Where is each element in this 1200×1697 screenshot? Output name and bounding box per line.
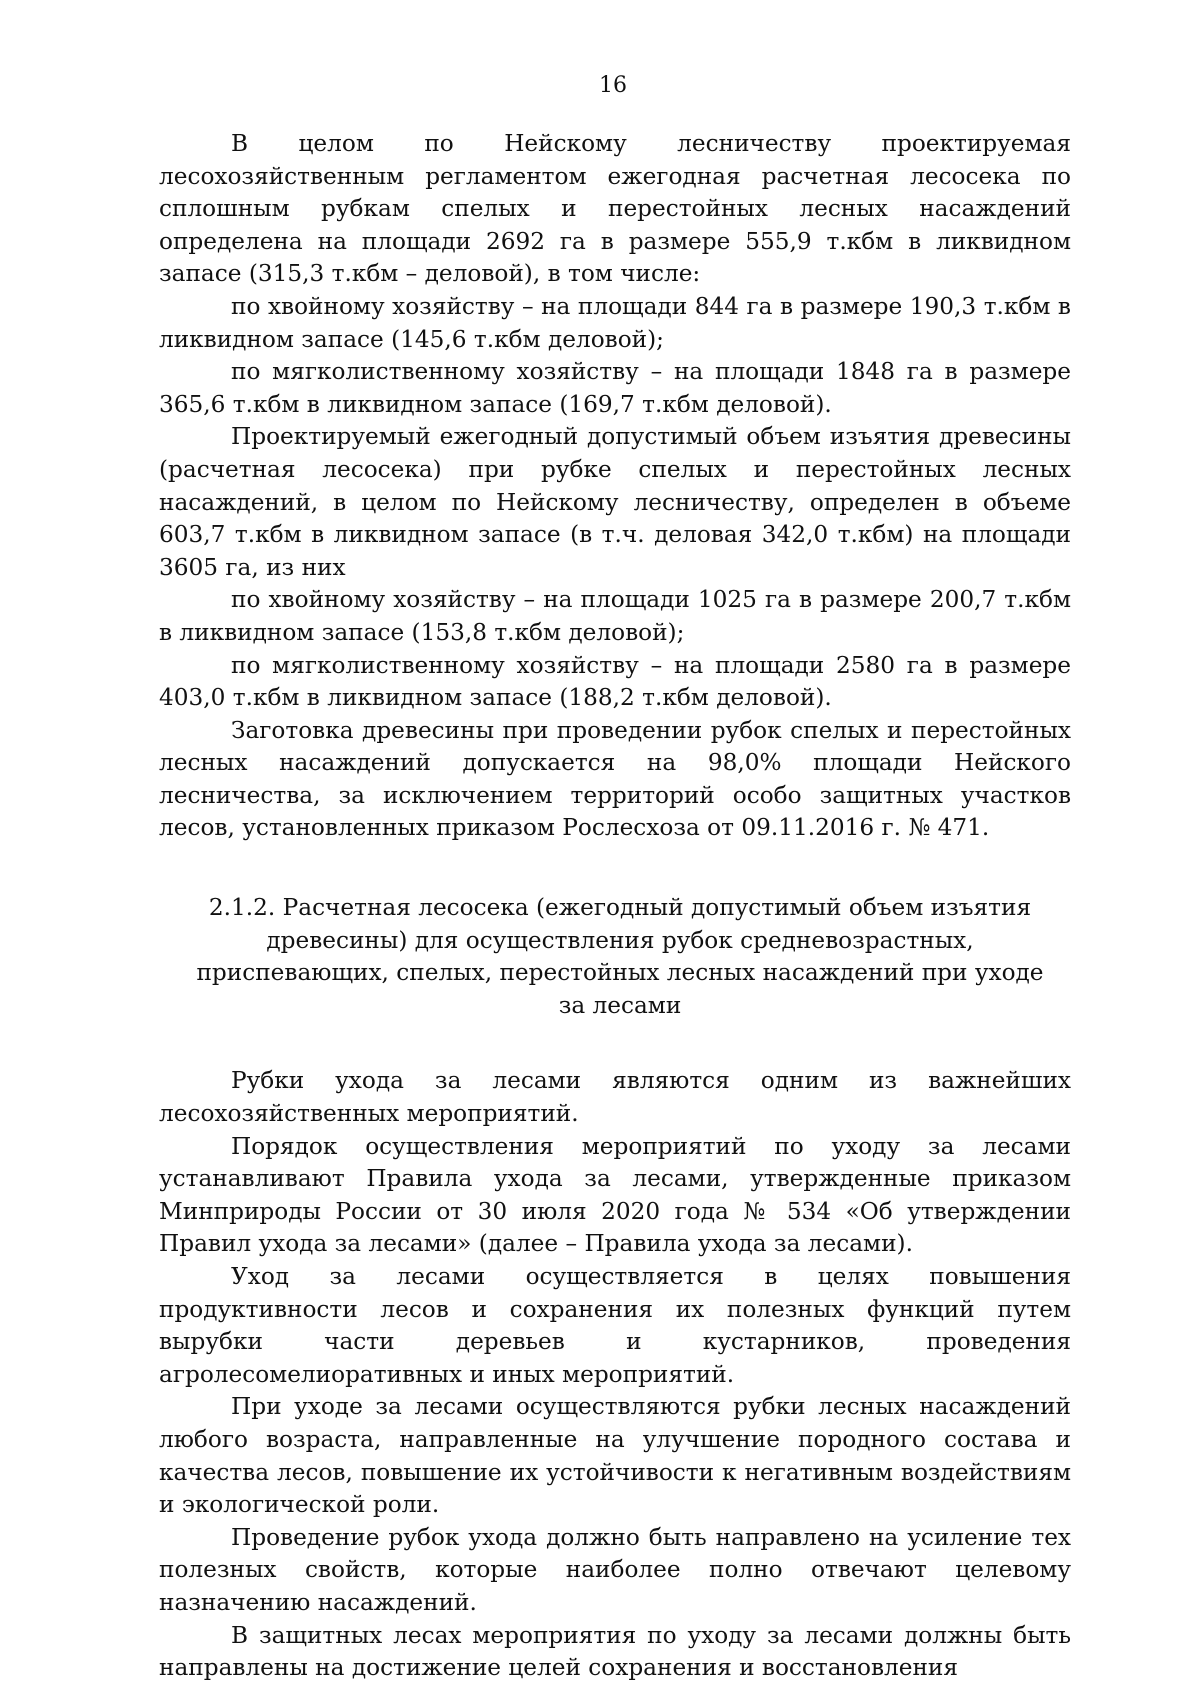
paragraph: Заготовка древесины при проведении рубок спелых и перестойных лесных насаждений допускается на 98,0% площади Нейского лесничества, за исключением территорий особо защитных участков лесов, установленных приказом Рослесхоза от 09.11.2016 г. № 471.	[159, 716, 1071, 842]
paragraph: В целом по Нейскому лесничеству проектируемая лесохозяйственным регламентом ежегодная расчетная лесосека по сплошным рубкам спелых и перестойных лесных насаждений определена на площади 2692 га в размере 555,9 т.кбм в ликвидном запасе (315,3 т.кбм – деловой), в том числе:	[159, 130, 1071, 288]
paragraph: Проведение рубок ухода должно быть направлено на усиление тех полезных свойств, которые наиболее полно отвечают целевому назначению насаждений.	[159, 1523, 1071, 1616]
paragraph: по хвойному хозяйству – на площади 844 га в размере 190,3 т.кбм в ликвидном запасе (145,6 т.кбм деловой);	[159, 292, 1071, 353]
section-heading: 2.1.2. Расчетная лесосека (ежегодный допустимый объем изъятия древесины) для осуществления рубок средневозрастных, приспевающих, спелых, перестойных лесных насаждений при уходе за лесами	[196, 894, 1044, 1019]
document-body	[159, 128, 1071, 1685]
paragraph: Уход за лесами осуществляется в целях повышения продуктивности лесов и сохранения их полезных функций путем вырубки части деревьев и кустарников, проведения агролесомелиоративных и иных мероприятий.	[159, 1263, 1071, 1388]
paragraph: Порядок осуществления мероприятий по уходу за лесами устанавливают Правила ухода за лесами, утвержденные приказом Минприроды России от 30 июля 2020 года № 534 «Об утверждении Правил ухода за лесами» (далее – Правила ухода за лесами).	[159, 1132, 1071, 1258]
paragraph: Рубки ухода за лесами являются одним из важнейших лесохозяйственных мероприятий.	[159, 1067, 1071, 1128]
paragraph: При уходе за лесами осуществляются рубки лесных насаждений любого возраста, направленные на улучшение породного состава и качества лесов, повышение их устойчивости к негативным воздействиям и экологической роли.	[159, 1393, 1071, 1519]
paragraph: по мягколиственному хозяйству – на площади 1848 га в размере 365,6 т.кбм в ликвидном запасе (169,7 т.кбм деловой).	[159, 358, 1071, 418]
page-number: 16	[599, 73, 627, 98]
paragraph: по хвойному хозяйству – на площади 1025 га в размере 200,7 т.кбм в ликвидном запасе (153,8 т.кбм деловой);	[159, 586, 1071, 646]
paragraph: Проектируемый ежегодный допустимый объем изъятия древесины (расчетная лесосека) при рубке спелых и перестойных лесных насаждений, в целом по Нейскому лесничеству, определен в объеме 603,7 т.кбм в ликвидном запасе (в т.ч. деловая 342,0 т.кбм) на площади 3605 га, из них	[159, 423, 1071, 581]
paragraph: по мягколиственному хозяйству – на площади 2580 га в размере 403,0 т.кбм в ликвидном запасе (188,2 т.кбм деловой).	[159, 651, 1071, 712]
paragraph: В защитных лесах мероприятия по уходу за лесами должны быть направлены на достижение целей сохранения и восстановления	[159, 1621, 1071, 1682]
